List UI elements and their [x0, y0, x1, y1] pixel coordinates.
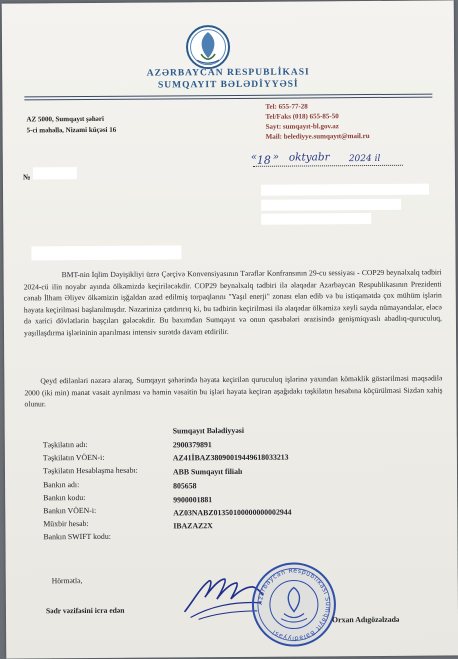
bank-label-bank-voen: Bankın VÖEN-i: — [43, 505, 97, 516]
contact-site: Sayt: sumqayıt-bl.gov.az — [265, 122, 339, 131]
body-paragraph-2: Qeyd edilənləri nəzərə alaraq, Sumqayıt şəhərində həyata keçirilən quruculuq işlərinə yaxından köməklik göstərilməsi məqsədilə 2000 (iki min) manat vəsait ayrılması və həmin vəsaitin bu işləri həyata keçirən aşağıdakı təşkilatın hesabına köçürülməsi Sizdən xahiş olunur. — [24, 373, 443, 409]
signatory-position: Sədr vəzifəsini icra edən — [45, 605, 125, 616]
bank-label-bank-name: Bankın adı: — [43, 480, 80, 490]
redacted-salutation — [31, 245, 181, 260]
bank-value-corr-account: AZ03NABZ01350100000000002944 — [173, 507, 292, 518]
contact-tel: Tel: 655-77-28 — [265, 102, 308, 111]
municipality-emblem-icon — [182, 24, 234, 70]
bank-label-swift: Bankın SWIFT kodu: — [43, 531, 111, 542]
bank-value-org-name: Sumqayıt Bələdiyyəsi — [172, 425, 245, 436]
contact-mail: Mail: belediyye.sumqayıt@mail.ru — [265, 132, 370, 141]
address-line-2: 5-ci məhəllə, Nizami küçəsi 16 — [26, 125, 117, 135]
redacted-number — [33, 167, 77, 179]
bank-label-org-name: Təşkilatın adı: — [42, 439, 88, 450]
address-line-1: AZ 5000, Sumqayıt şəhəri — [26, 114, 104, 124]
body-paragraph-1: BMT-nin İqlim Dəyişikliyi üzrə Çərçivə Konvensiyasının Tərəflər Konfransının 29-cu sessiyası - COP29 beynəlxalq tədbiri 2024-cü ilin noyabr ayında ölkəmizdə keçiriləcəkdir. COP29 beynəlxalq tədbiri ilə əlaqədar Azərbaycan Respublikasının Prezidenti cənab İlham Əliyev ölkəmizin işğaldan azad edilmiş torpaqlarını "Yaşıl enerji" zonası elan edib və bu istiqamətdə çox mühüm işlərin həyata keçirilməsi başlanılmışdır. Nəzarinizə çatdırırıq ki, bu tədbirin keçirilməsi ilə əlaqədar ölkəmizə xeyli sayda nümayəndələr, eləcə də xarici dövlətlərin başçıları gələcəkdir. Bu baxımdan Sumqayıt və onun qəsəbələri ərazisində genişmiqyaslı abadlıq-quruculuq, yaşıllaşdırma işlərininin aparılması intensiv surətdə davam etdirilir. — [23, 267, 442, 338]
date-month: oktyabr — [288, 151, 330, 164]
date-day: 18 — [256, 153, 271, 167]
bank-label-bank-code: Bankın kodu: — [43, 493, 86, 503]
header-divider-thin — [24, 97, 432, 101]
date-quote-close: » — [272, 151, 279, 163]
closing-regards: Hörmətlə, — [51, 576, 83, 586]
redacted-recipient-line-1 — [261, 184, 429, 196]
signatory-name: Orxan Adıgözəlzadə — [331, 614, 400, 625]
bank-value-swift: IBAZAZ2X — [173, 521, 213, 531]
official-seal-icon — [251, 561, 338, 648]
redacted-recipient-line-3 — [261, 213, 371, 225]
bank-label-corr-account: Müxbir hesab: — [43, 518, 89, 529]
bank-label-org-voen: Təşkilatın VÖEN-i: — [42, 452, 105, 463]
bank-label-account: Təşkilatın Hesablaşma hesabı: — [42, 465, 138, 476]
redacted-recipient-line-2 — [261, 199, 401, 211]
date-underline — [253, 165, 403, 167]
letter-page — [2, 0, 458, 658]
document-number-label: № — [22, 172, 31, 182]
bank-value-bank-voen: 9900001881 — [173, 495, 213, 505]
bank-value-bank-name: ABB Sumqayıt filialı — [172, 466, 243, 477]
date-year: 2024 il — [348, 153, 381, 165]
bank-value-org-voen: 2900379891 — [172, 440, 212, 450]
date-quote-open: « — [250, 151, 257, 163]
seal-ring-text: Azərbaycan Respublikası Sumqayıt Bələdiyyəsi — [256, 567, 331, 642]
republic-title: AZƏRBAYCAN RESPUBLİKASI — [146, 67, 310, 79]
bank-value-account: AZ41İBAZ38090019449618033213 — [172, 452, 289, 463]
municipality-title: SUMQAYIT BƏLƏDİYYƏSİ — [157, 79, 299, 91]
contact-telfax: Tel/Faks (018) 655-85-50 — [265, 112, 339, 121]
bank-value-bank-code: 805658 — [173, 481, 197, 491]
